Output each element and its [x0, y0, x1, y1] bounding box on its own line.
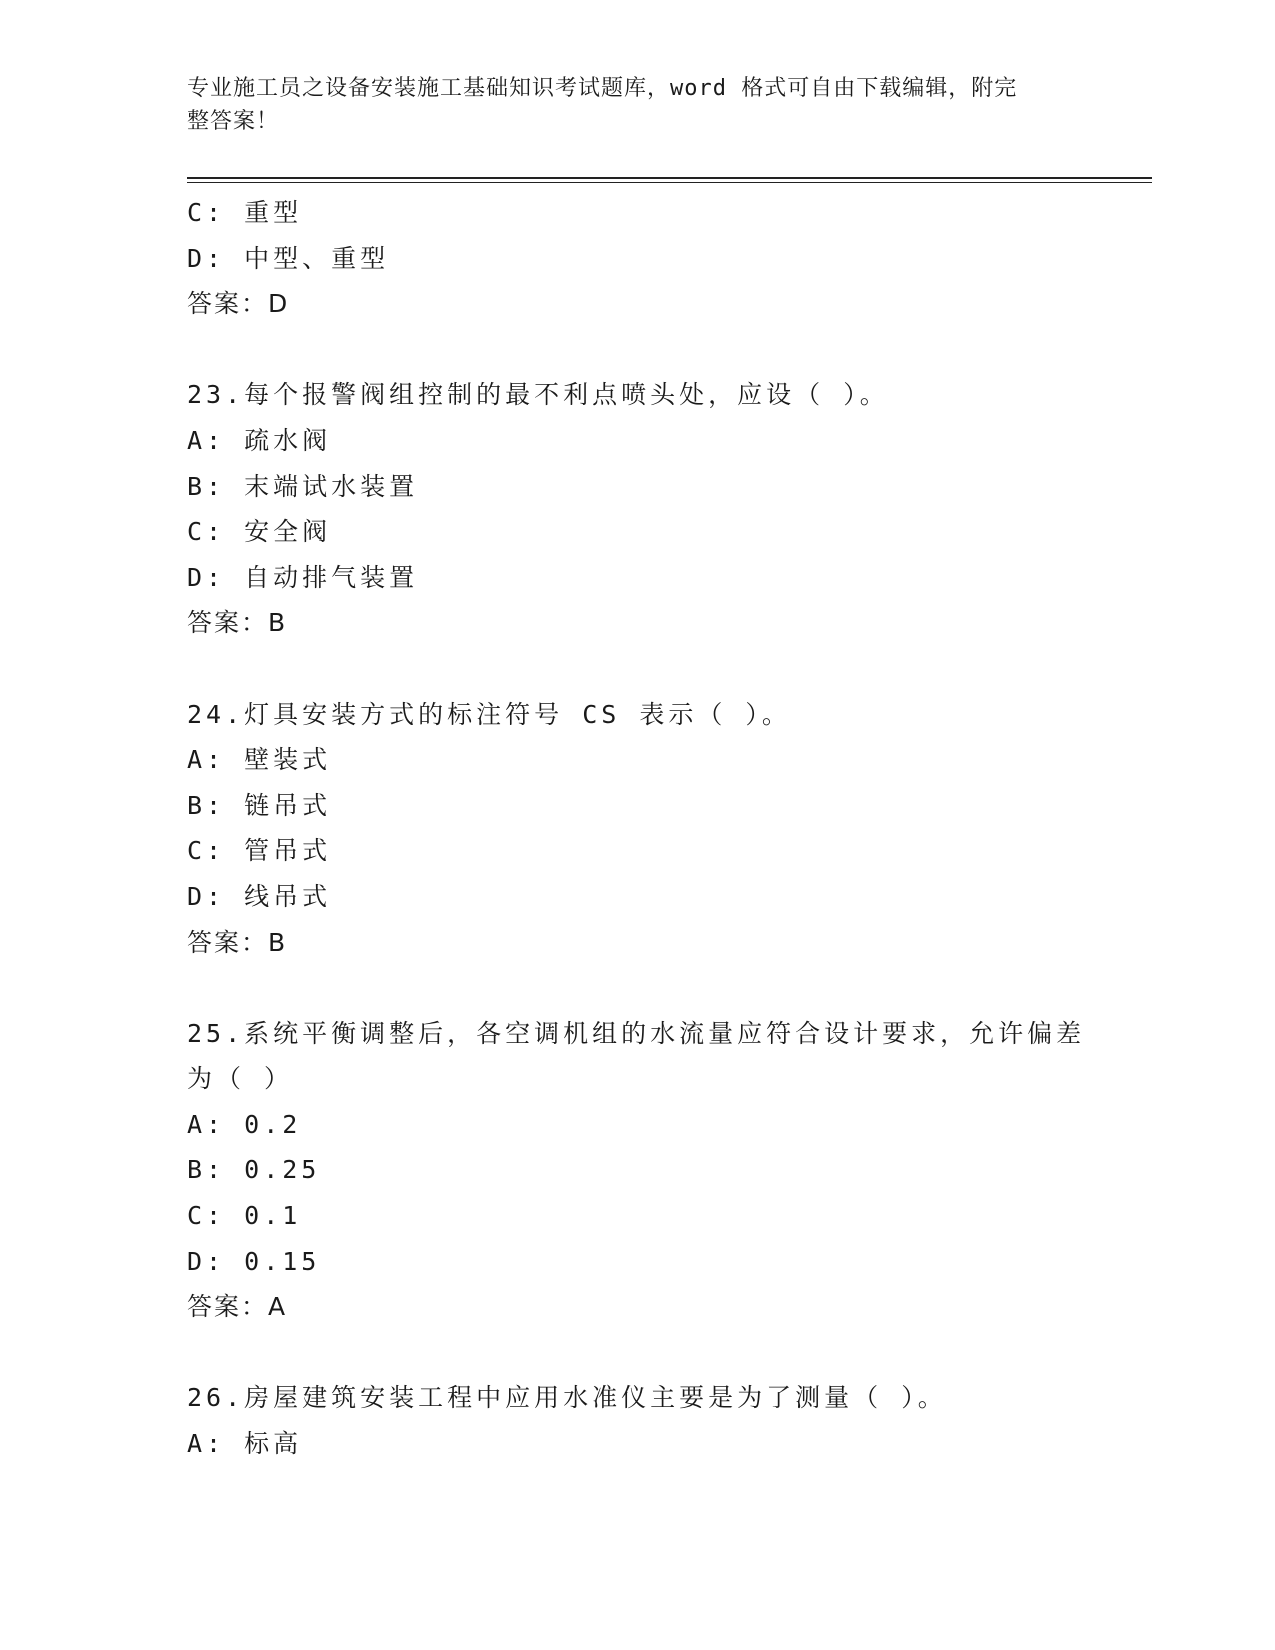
question-26: [187, 1375, 1087, 1466]
header-title-line-2: 整答案！: [187, 109, 280, 134]
question-22-tail: [187, 190, 1087, 327]
header-title-line-1: 专业施工员之设备安装施工基础知识考试题库，word 格式可自由下载编辑，附完: [187, 76, 1018, 101]
question-list: [187, 190, 1087, 1467]
option-a: A: 壁装式: [187, 745, 332, 775]
answer: 答案：B: [187, 608, 288, 638]
option-d: D: 中型、重型: [187, 243, 390, 273]
question-text: 23.每个报警阀组控制的最不利点喷头处，应设（ ）。: [187, 380, 889, 410]
option-a: A: 0.2: [187, 1109, 302, 1139]
question-text: 26.房屋建筑安装工程中应用水准仪主要是为了测量（ ）。: [187, 1383, 947, 1413]
option-c: C: 管吊式: [187, 836, 332, 866]
option-c: C: 安全阀: [187, 517, 332, 547]
question-text-line-2: 为（ ）: [187, 1064, 294, 1094]
option-c: C: 0.1: [187, 1201, 302, 1231]
spacer: [187, 327, 1087, 373]
document-header: [187, 72, 1067, 138]
option-a: A: 标高: [187, 1429, 303, 1459]
answer: 答案：A: [187, 1292, 288, 1322]
option-a: A: 疏水阀: [187, 425, 332, 455]
spacer: [187, 1330, 1087, 1376]
answer: 答案：B: [187, 927, 288, 957]
question-text-line-1: 25.系统平衡调整后，各空调机组的水流量应符合设计要求，允许偏差: [187, 1018, 1086, 1048]
header-divider-thick: [187, 177, 1152, 179]
option-b: B: 链吊式: [187, 790, 332, 820]
header-divider-thin: [187, 182, 1152, 183]
answer: 答案：D: [187, 289, 290, 319]
option-b: B: 0.25: [187, 1155, 321, 1185]
option-d: D: 线吊式: [187, 881, 332, 911]
option-d: D: 0.15: [187, 1246, 321, 1276]
question-25: [187, 1011, 1087, 1330]
question-text: 24.灯具安装方式的标注符号 CS 表示（ ）。: [187, 699, 791, 729]
question-24: [187, 692, 1087, 966]
question-23: [187, 372, 1087, 646]
option-b: B: 末端试水装置: [187, 471, 419, 501]
spacer: [187, 965, 1087, 1011]
spacer: [187, 646, 1087, 692]
option-c: C: 重型: [187, 198, 303, 227]
option-d: D: 自动排气装置: [187, 562, 419, 592]
